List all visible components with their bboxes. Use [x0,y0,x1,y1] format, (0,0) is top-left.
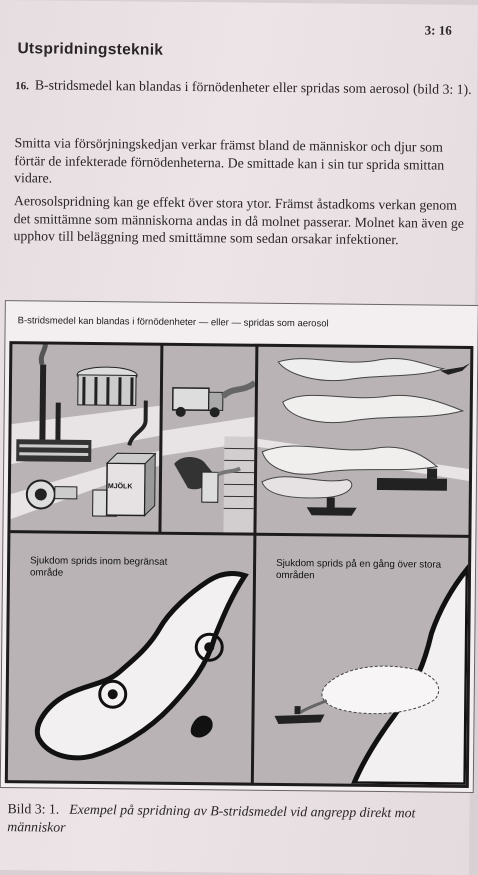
paragraph-number: 16. [15,80,29,92]
large-area-label: Sjukdom sprids på en gång över stora områden [276,558,456,584]
figure-3-1 [0,300,478,793]
sweden-map-large [254,536,469,785]
paragraph-aerosol: Aerosolspridning kan ge effekt över stora ytor. Främst åstadkoms verkan genom det smittämne som människorna andas in då molnet passerar. Molnet kan även ge upphov till beläggning med smittämne som sedan orsakar infektioner. [13,192,472,249]
figure-artwork [5,341,474,788]
milk-carton-label: MJÖLK [108,481,133,493]
section-heading: Utspridningsteknik [17,40,163,60]
figure-caption-id: Bild 3: 1. [7,801,59,817]
panel-aerosol [256,347,470,535]
paragraph-supply-chain: Smitta via försörjningskedjan verkar främst bland de människor och djur som förtär de infekterade förnödenheterna. De smittade kan i sin tur sprida smittan vidare. [14,134,473,191]
paragraph-16 [15,76,473,100]
industry-illustration [10,344,160,532]
figure-caption [7,800,469,841]
panel-contamination [161,346,255,533]
panel-large-area [254,536,469,785]
aerosol-clouds-illustration [256,347,470,535]
limited-area-label: Sjukdom sprids inom begränsat område [30,555,170,580]
truck-spray-illustration [161,346,255,533]
figure-caption-text: Exempel på spridning av B-stridsmedel vid angrepp direkt mot människor [7,802,415,835]
figure-title: B-stridsmedel kan blandas i förnödenheter — eller — spridas som aerosol [18,315,329,329]
sweden-map-limited [8,533,254,783]
page-number: 3: 16 [425,22,452,38]
panel-food-supply [10,344,160,532]
paragraph-16-text: B-stridsmedel kan blandas i förnödenheter eller spridas som aerosol (bild 3: 1). [35,77,472,97]
panel-limited-area [8,533,254,783]
